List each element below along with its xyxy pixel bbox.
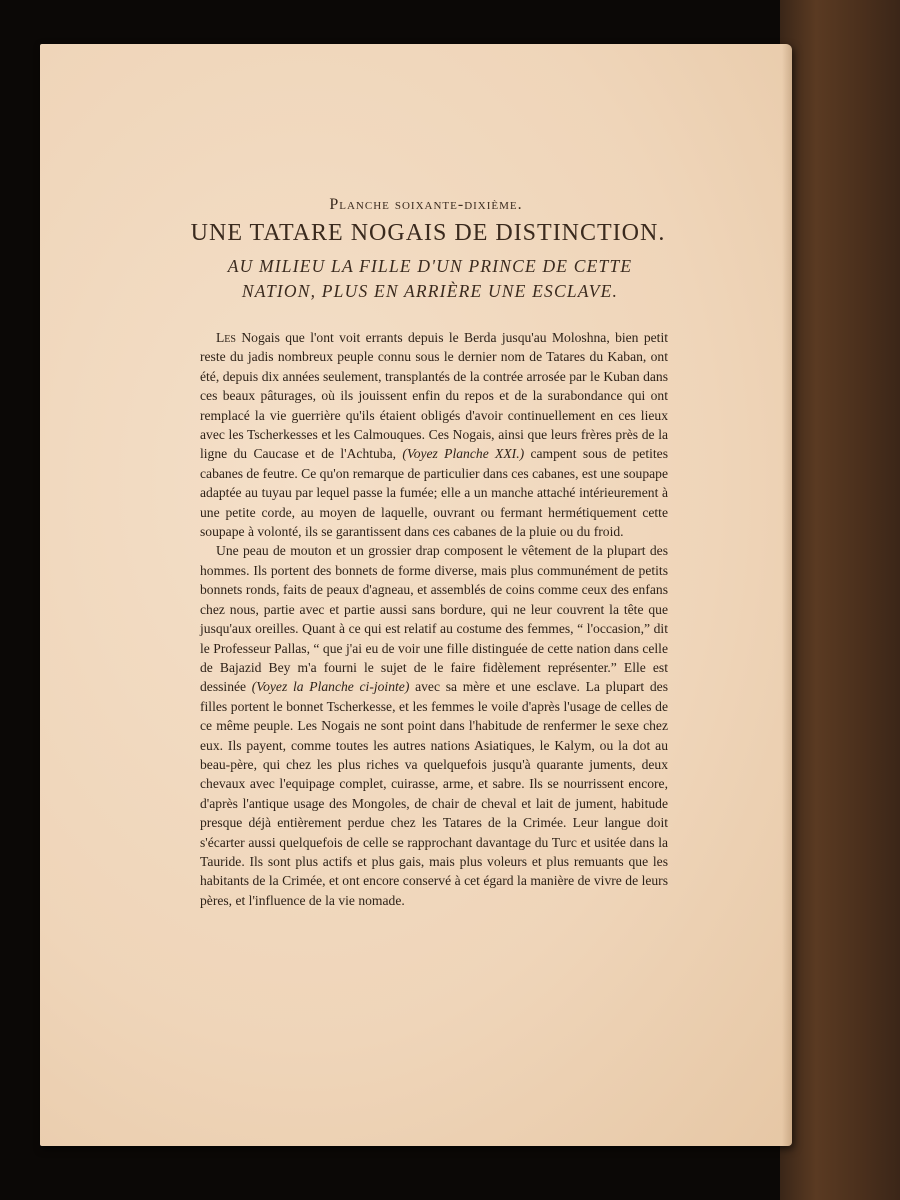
paragraph-2 — [200, 541, 668, 910]
plate-reference: (Voyez Planche XXI.) — [402, 446, 525, 462]
subtitle-line-1: AU MILIEU LA FILLE D'UN PRINCE DE CETTE — [227, 256, 633, 276]
subtitle-line-2: NATION, PLUS EN ARRIÈRE UNE ESCLAVE. — [241, 281, 619, 301]
dropcap-word: Les — [216, 330, 236, 345]
plate-number-heading: Planche soixante-dixième. — [329, 196, 523, 213]
book-spine-background — [780, 0, 900, 1200]
paragraph-2-text-b: avec sa mère et une esclave. La plupart des filles portent le bonnet Tscherkesse, et les femmes le voile d'après l'usage de celles de ce même peuple. Les Nogais ne sont point dans l'habitude de renfermer le sexe chez eux. Ils payent, comme toutes les autres nations Asiatiques, le Kalym, ou la dot au beau-père, qui chez les plus riches va quelquefois jusqu'à quarante juments, deux chevaux avec l'equipage complet, cuirasse, arme, et sabre. Ils se nourrissent encore, d'après l'antique usage des Mongoles, de chair de cheval et lait de jument, habitude presque déjà entièrement perdue chez les Tatares de la Crimée. Leur langue doit s'écarter aussi quelquefois de celle se rapprochant davantage du Turc et usitée dans la Tauride. Ils sont plus actifs et plus gais, mais plus voleurs et plus remuants que les habitants de la Crimée, et ont encore conservé à cet égard la manière de vivre de leurs pères, et l'influence de la vie nomade. — [200, 679, 669, 908]
paragraph-2-text-a: Une peau de mouton et un grossier drap composent le vêtement de la plupart des hommes. Ils portent des bonnets de forme diverse, mais plus communément de petits bonnets ronds, faits de peaux d'agneau, et assemblés de coins comme ceux des enfans chez nous, partie avec et partie aussi sans bordure, qui ne leur couvrent la tête que jusqu'aux oreilles. Quant à ce qui est relatif au costume des femmes, “ l'occasion,” dit le Professeur Pallas, “ que j'ai eu de voir une fille distinguée de cette nation dans celle de Bajazid Bey m'a fourni le sujet de le faire fidèlement représenter.” Elle est dessinée — [200, 543, 668, 695]
book-page — [40, 44, 792, 1146]
body-text — [200, 328, 668, 910]
paragraph-1-text-b: campent sous de petites cabanes de feutre. Ce qu'on remarque de particulier dans ces cabanes, est une soupape adaptée au tuyau par lequel passe la fumée; elle a un manche attaché intérieurement à une petite corde, au moyen de laquelle, ouvrant ou fermant hermétiquement cette soupape à volonté, ils se garantissent dans ces cabanes de la pluie ou du froid. — [200, 446, 668, 540]
page-title: UNE TATARE NOGAIS DE DISTINCTION. — [190, 220, 666, 246]
paragraph-1 — [200, 328, 668, 541]
page-subtitle — [54, 254, 792, 304]
paragraph-1-text-a: Nogais que l'ont voit errants depuis le Berda jusqu'au Moloshna, bien petit reste du jadis nombreux peuple connu sous le dernier nom de Tatares du Kaban, ont été, depuis dix années seulement, transplantés de la contrée arrosée par le Kuban dans ces beaux pâturages, où ils jouissent enfin du repos et de la surabondance qui ont remplacé la vie guerrière qu'ils étaient obligés d'avoir continuellement en ces lieux avec les Tscherkesses et les Calmouques. Ces Nogais, ainsi que leurs frères près de la ligne du Caucase et de l'Achtuba, — [200, 330, 668, 462]
plate-reference: (Voyez la Planche ci-jointe) — [251, 679, 410, 695]
